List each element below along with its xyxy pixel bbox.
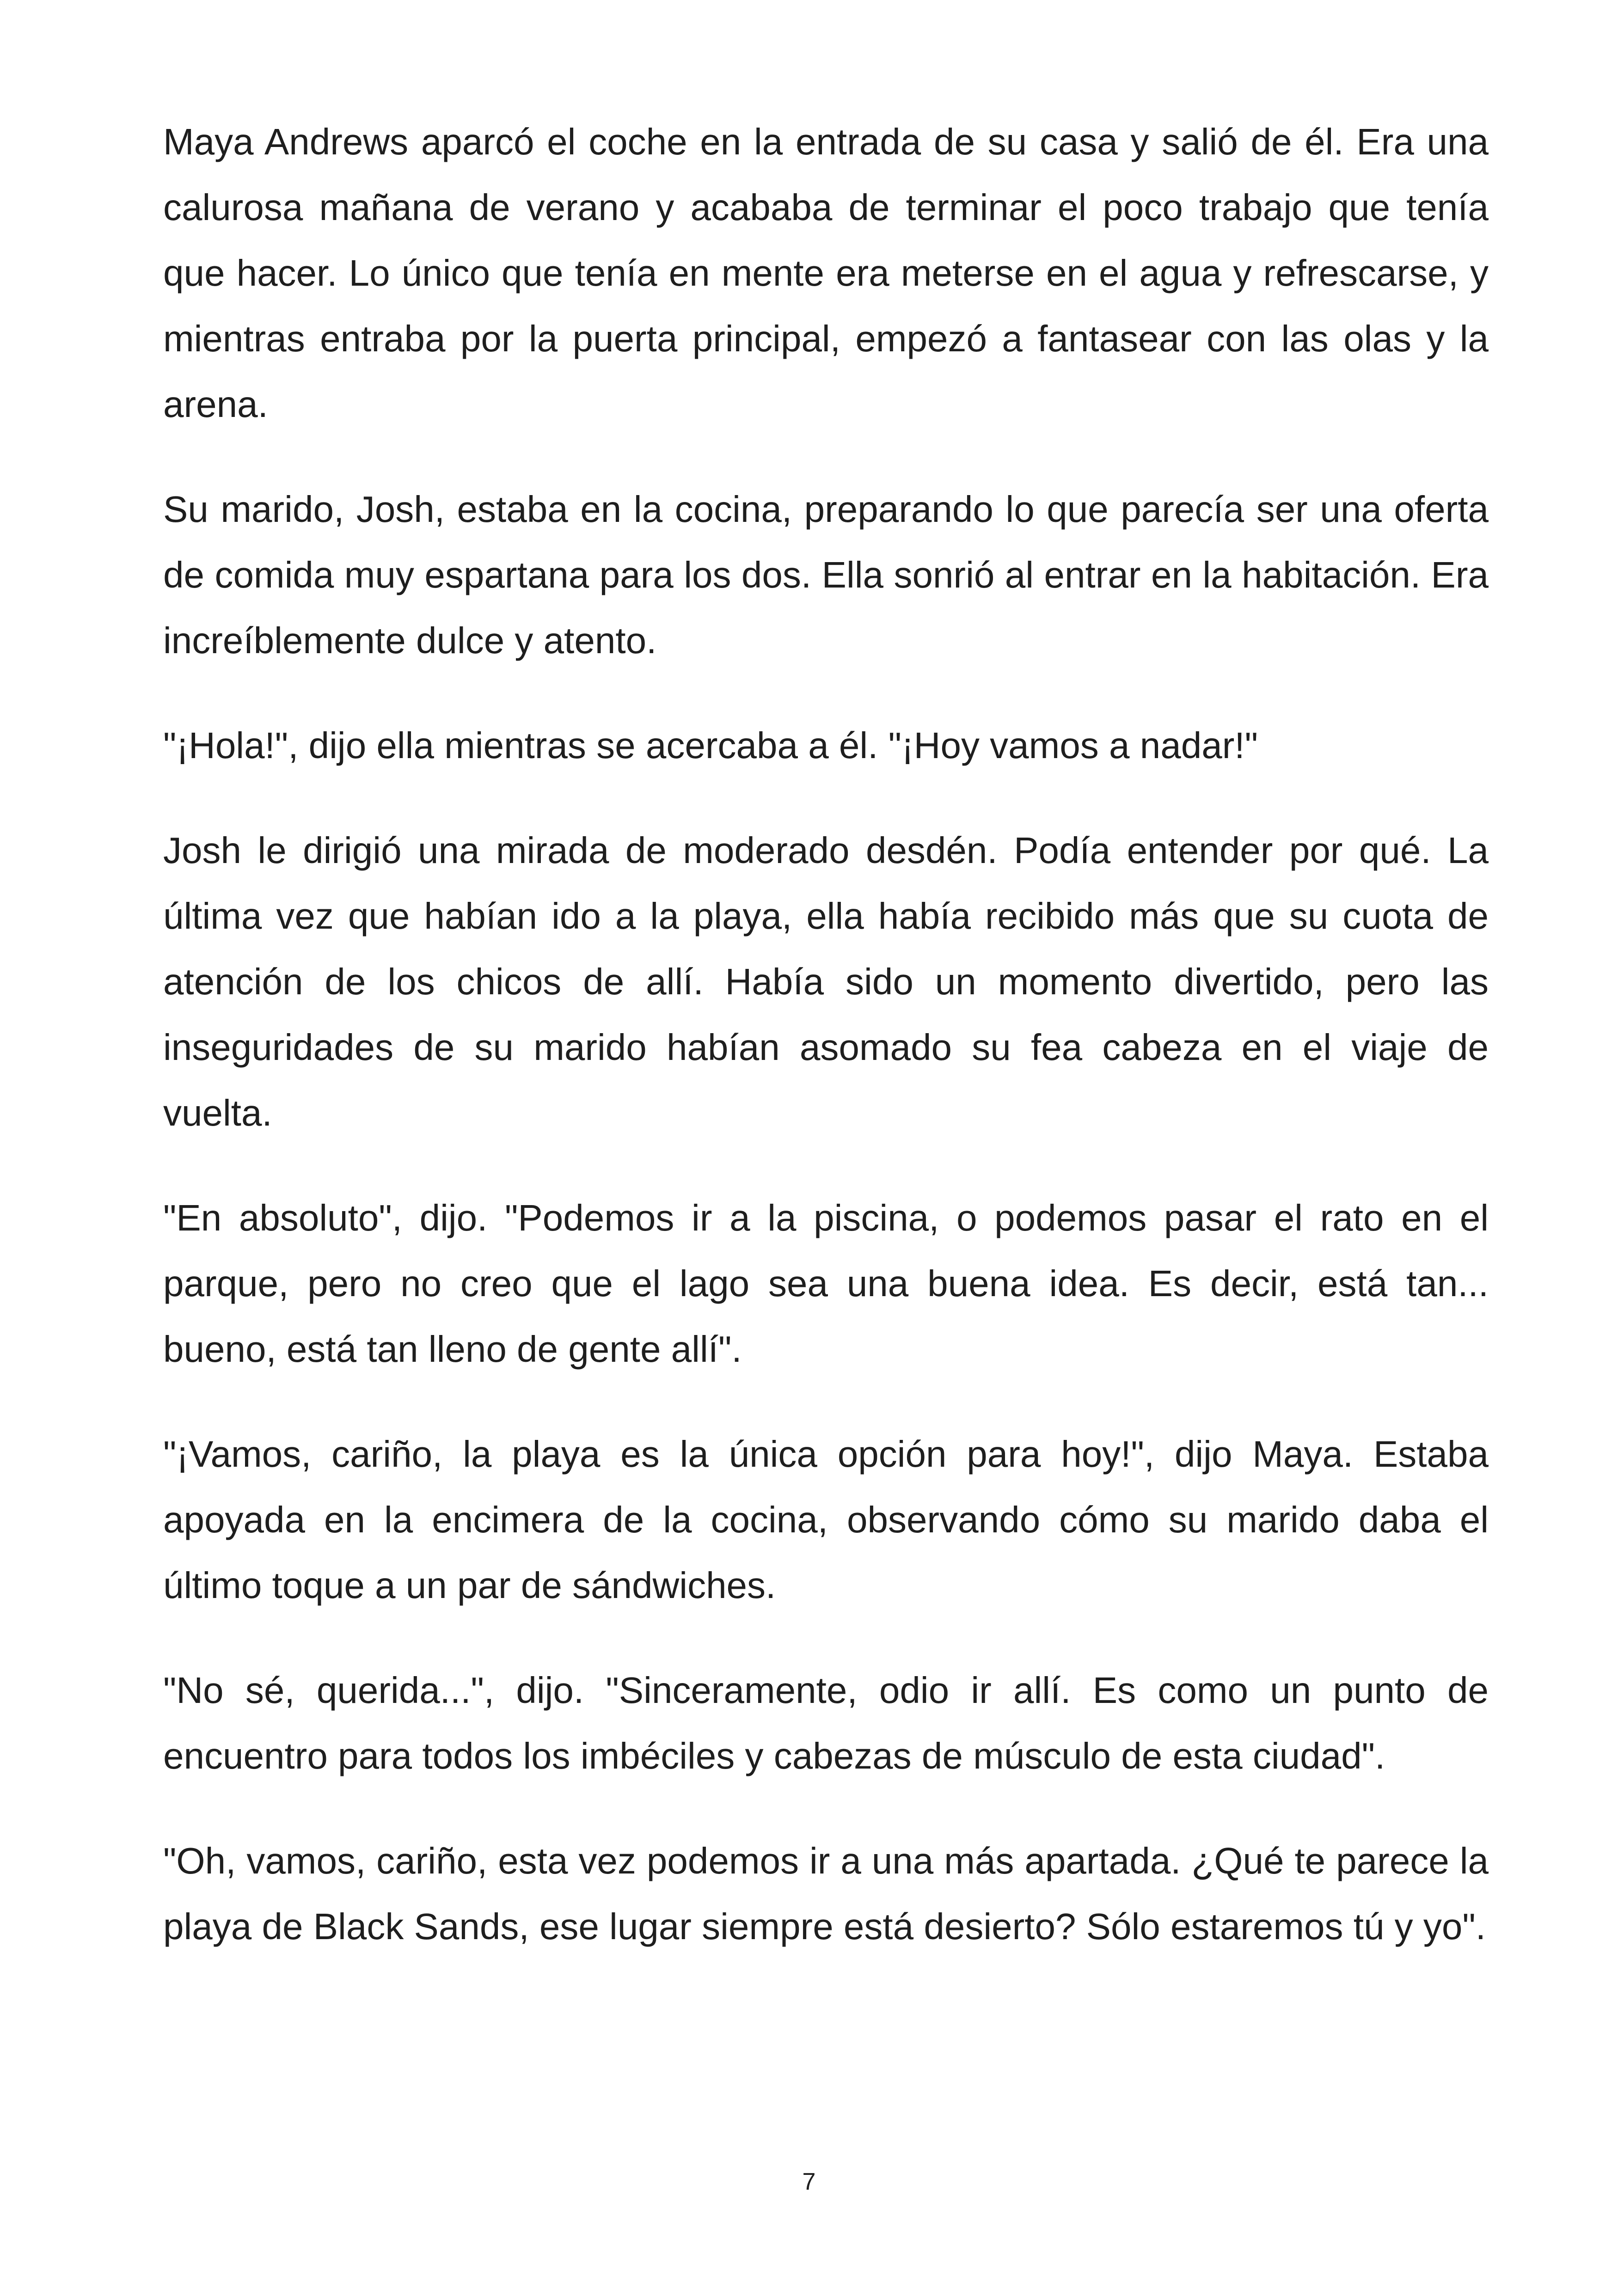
paragraph-5: "En absoluto", dijo. "Podemos ir a la piscina, o podemos pasar el rato en el parque, pero no creo que el lago sea una buena idea. Es decir, está tan... bueno, está tan lleno de gente allí". [163, 1197, 1489, 1370]
page-number: 7 [802, 2168, 816, 2195]
paragraph-3: "¡Hola!", dijo ella mientras se acercaba a él. "¡Hoy vamos a nadar!" [163, 725, 1258, 766]
paragraph-4: Josh le dirigió una mirada de moderado desdén. Podía entender por qué. La última vez que habían ido a la playa, ella había recibido más que su cuota de atención de los chicos de allí. Había sido un momento divertido, pero las inseguridades de su marido habían asomado su fea cabeza en el viaje de vuelta. [163, 830, 1489, 1133]
paragraph-6: "¡Vamos, cariño, la playa es la única opción para hoy!", dijo Maya. Estaba apoyada en la encimera de la cocina, observando cómo su marido daba el último toque a un par de sándwiches. [163, 1433, 1489, 1606]
paragraph-8: "Oh, vamos, cariño, esta vez podemos ir a una más apartada. ¿Qué te parece la playa de Black Sands, ese lugar siempre está desierto? Sólo estaremos tú y yo". [163, 1840, 1489, 1947]
body-text [163, 109, 1489, 1999]
paragraph-7: "No sé, querida...", dijo. "Sinceramente, odio ir allí. Es como un punto de encuentro para todos los imbéciles y cabezas de músculo de esta ciudad". [163, 1670, 1489, 1776]
paragraph-2: Su marido, Josh, estaba en la cocina, preparando lo que parecía ser una oferta de comida muy espartana para los dos. Ella sonrió al entrar en la habitación. Era increíblemente dulce y atento. [163, 489, 1489, 661]
paragraph-1: Maya Andrews aparcó el coche en la entrada de su casa y salió de él. Era una calurosa mañana de verano y acababa de terminar el poco trabajo que tenía que hacer. Lo único que tenía en mente era meterse en el agua y refrescarse, y mientras entraba por la puerta principal, empezó a fantasear con las olas y la arena. [163, 121, 1489, 425]
